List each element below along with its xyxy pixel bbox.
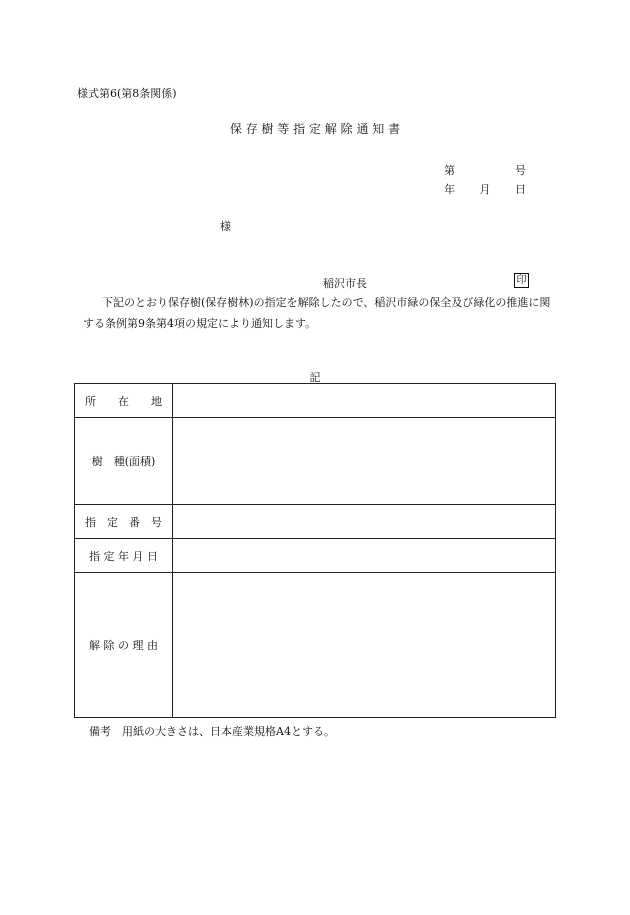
date-line: [444, 181, 526, 197]
location-label: 所 在 地: [75, 384, 173, 418]
body-text: 下記のとおり保存樹(保存樹林)の指定を解除したので、稲沢市緑の保全及び緑化の推進に関する条例第9条第4項の規定により通知します。: [83, 296, 551, 330]
location-value[interactable]: [173, 384, 556, 418]
designation-date-value[interactable]: [173, 539, 556, 573]
date-month: 月: [479, 183, 491, 196]
document-title-text: 保 存 樹 等 指 定 解 除 通 知 書: [229, 122, 401, 136]
date-year: 年: [444, 183, 455, 196]
reason-label: 解 除 の 理 由: [75, 573, 173, 718]
document-number-line: [444, 162, 526, 178]
document-title: [0, 120, 630, 137]
form-reference: 様式第6(第8条関係): [77, 87, 177, 100]
addressee: 様: [220, 220, 231, 233]
number-prefix: 第: [444, 164, 455, 177]
table-row: [75, 384, 556, 418]
table-row: [75, 418, 556, 505]
species-label: 樹 種(面積): [75, 418, 173, 505]
designation-number-label: 指 定 番 号: [75, 505, 173, 539]
table-row: [75, 505, 556, 539]
designation-date-label: 指 定 年 月 日: [75, 539, 173, 573]
remarks: 備考 用紙の大きさは、日本産業規格A4とする。: [89, 725, 335, 738]
designation-number-value[interactable]: [173, 505, 556, 539]
table-row: [75, 573, 556, 718]
record-table: [74, 383, 556, 718]
date-day: 日: [515, 183, 526, 196]
reason-value[interactable]: [173, 573, 556, 718]
number-suffix: 号: [515, 164, 526, 177]
seal-stamp: 印: [514, 273, 529, 288]
issuer: 稲沢市長: [323, 277, 367, 290]
species-value[interactable]: [173, 418, 556, 505]
ki-heading: 記: [309, 371, 321, 384]
table-row: [75, 539, 556, 573]
